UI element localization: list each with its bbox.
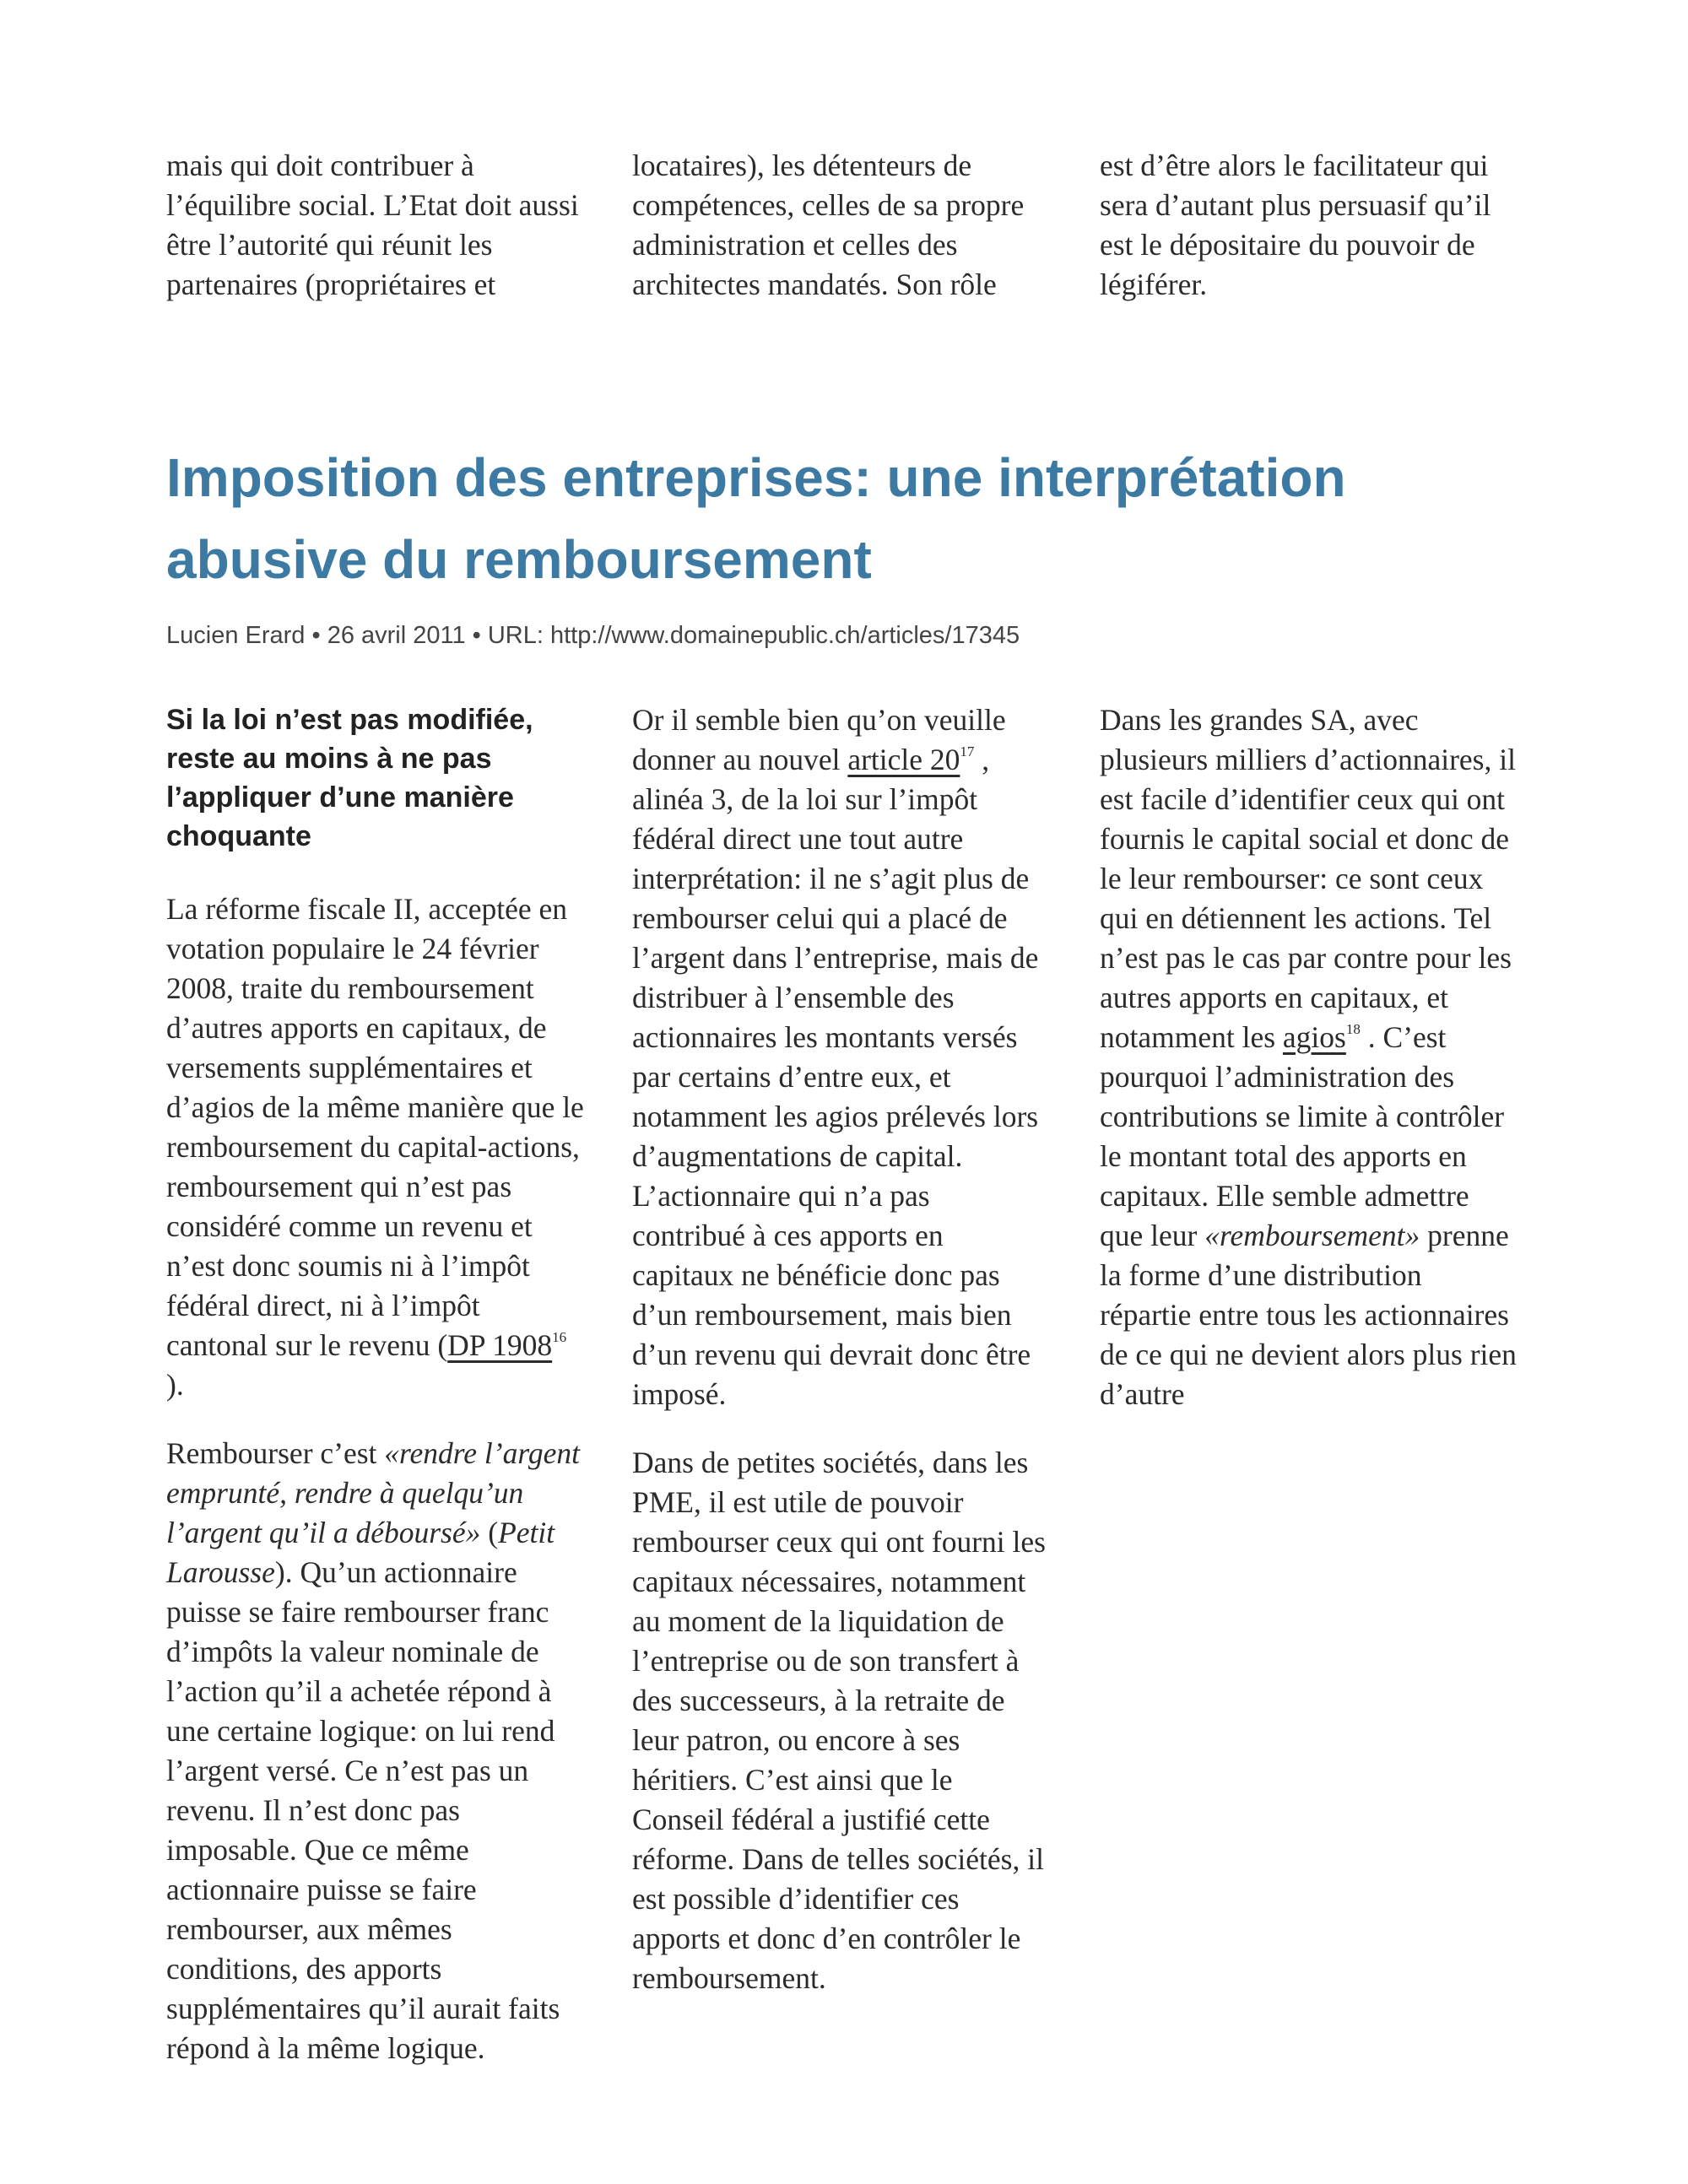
paragraph-1: La réforme fiscale II, acceptée en votation populaire le 24 février 2008, traite du remboursement d’autres apports en capitaux, de versements supplémentaires et d’agios de la même manière que le remboursement du capital-actions, remboursement qui n’est pas considéré comme un revenu et n’est donc soumis ni à l’impôt fédéral direct, ni à l’impôt cantonal sur le revenu (DP 1908$^{16}$ ).: [166, 892, 584, 1402]
dp-1908-link[interactable]: DP 1908: [447, 1328, 553, 1362]
article-column-3: [1100, 700, 1518, 1414]
previous-article-column-3: [1100, 146, 1518, 305]
footnote-marker: 16: [552, 1329, 567, 1345]
agios-link[interactable]: agios: [1282, 1020, 1346, 1054]
previous-article-text: est d’être alors le facilitateur qui sera d’autant plus persuasif qu’il est le dépositaire du pouvoir de légiférer.: [1100, 149, 1491, 301]
article-column-1: [166, 700, 584, 2097]
article-byline: Lucien Erard • 26 avril 2011 • URL: http://www.domainepublic.ch/articles/17345: [166, 622, 1020, 649]
paragraph-3: Or il semble bien qu’on veuille donner au nouvel article 20$^{17}$ , alinéa 3, de la loi sur l’impôt fédéral direct une tout autre interprétation: il ne s’agit plus de rembourser celui qui a placé de l’argent dans l’entreprise, mais de distribuer à l’ensemble des actionnaires les montants versés par certains d’entre eux, et notamment les agios prélevés lors d’augmentations de capital. L’actionnaire qui n’a pas contribué à ces apports en capitaux ne bénéficie donc pas d’un remboursement, mais bien d’un revenu qui devrait donc être imposé.: [632, 703, 1039, 1411]
article-lead: Si la loi n’est pas modifiée, reste au moins à ne pas l’appliquer d’une manière choquante: [166, 704, 533, 852]
previous-article-column-1: [166, 146, 584, 305]
paragraph-4: Dans de petites sociétés, dans les PME, il est utile de pouvoir rembourser ceux qui ont fourni les capitaux nécessaires, notamment au moment de la liquidation de l’entreprise ou de son transfert à des successeurs, à la retraite de leur patron, ou encore à ses héritiers. C’est ainsi que le Conseil fédéral a justifié cette réforme. Dans de telles sociétés, il est possible d’identifier ces apports et donc d’en contrôler le remboursement.: [632, 1446, 1046, 1995]
article-column-2: [632, 700, 1050, 2027]
larousse-quote: «rendre l’argent emprunté, rendre à quelqu’un l’argent qu’il a déboursé»: [166, 1436, 580, 1549]
remboursement-quote: «remboursement»: [1204, 1219, 1420, 1252]
paragraph-5: Dans les grandes SA, avec plusieurs milliers d’actionnaires, il est facile d’identifier ceux qui ont fournis le capital social et donc de le leur rembourser: ce sont ceux qui en détiennent les actions. Tel n’est pas le cas par contre pour les autres apports en capitaux, et notamment les agios$^{18}$ . C’est pourquoi l’administration des contributions se limite à contrôler le montant total des apports en capitaux. Elle semble admettre que leur «remboursement» prenne la forme d’une distribution répartie entre tous les actionnaires de ce qui ne devient alors plus rien d’autre: [1100, 703, 1517, 1411]
previous-article-column-2: [632, 146, 1050, 305]
previous-article-text: mais qui doit contribuer à l’équilibre social. L’Etat doit aussi être l’autorité qui réunit les partenaires (propriétaires et: [166, 149, 579, 301]
article-20-link[interactable]: article 20: [847, 743, 960, 776]
article-title: Imposition des entreprises: une interprétation abusive du remboursement: [166, 447, 1346, 590]
quote-source: Petit Larousse: [166, 1516, 555, 1589]
footnote-marker: 18: [1345, 1021, 1361, 1037]
previous-article-text: locataires), les détenteurs de compétences, celles de sa propre administration et celles des architectes mandatés. Son rôle: [632, 149, 1025, 301]
paragraph-2: Rembourser c’est «rendre l’argent emprunté, rendre à quelqu’un l’argent qu’il a déboursé» (Petit Larousse). Qu’un actionnaire puisse se faire rembourser franc d’impôts la valeur nominale de l’action qu’il a achetée répond à une certaine logique: on lui rend l’argent versé. Ce n’est pas un revenu. Il n’est donc pas imposable. Que ce même actionnaire puisse se faire rembourser, aux mêmes conditions, des apports supplémentaires qu’il aurait faits répond à la même logique.: [166, 1436, 580, 2065]
footnote-marker: 17: [960, 743, 975, 760]
